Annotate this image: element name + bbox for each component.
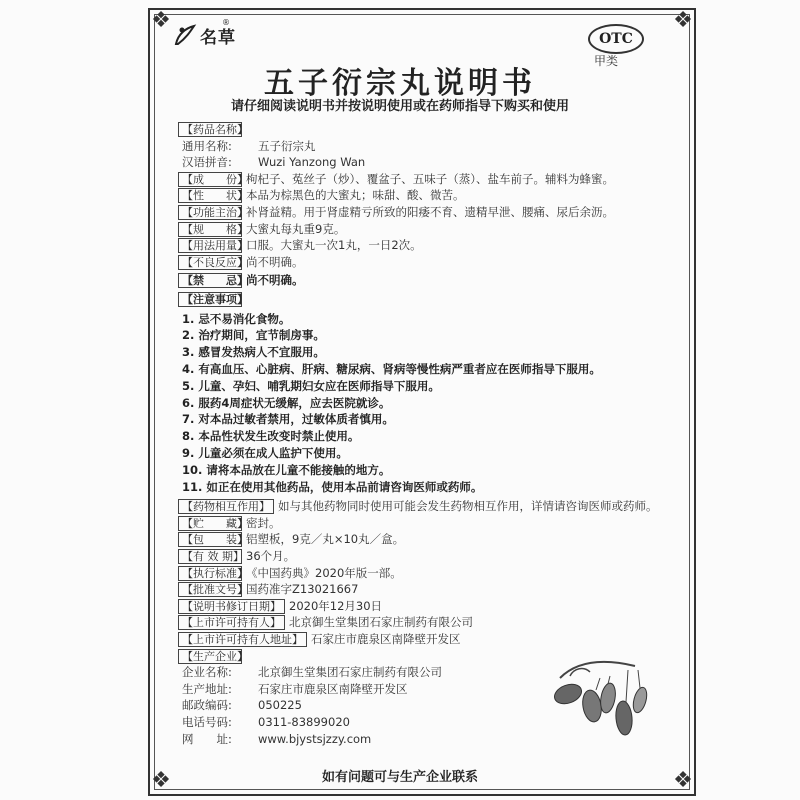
field-storage (178, 515, 678, 532)
section-drug-name (178, 121, 678, 138)
field-value: Wuzi Yanzong Wan (258, 155, 366, 170)
field-specification (178, 221, 678, 238)
field-value: 如与其他药物同时使用可能会发生药物相互作用，详情请咨询医师或药师。 (278, 499, 658, 514)
precaution-item: 11. 如正在使用其他药品，使用本品前请咨询医师或药师。 (182, 479, 483, 494)
field-label: 【上市许可持有人地址】 (178, 632, 307, 647)
field-value: 《中国药典》2020年版一部。 (246, 565, 402, 580)
field-indications (178, 204, 678, 221)
field-label: 【成 份】 (178, 172, 242, 187)
field-label: 邮政编码: (182, 698, 232, 713)
field-standard (178, 565, 678, 582)
section-label: 【注意事项】 (178, 292, 242, 307)
registered-mark: ® (222, 18, 230, 27)
field-dosage (178, 237, 678, 254)
precaution-item: 4. 有高血压、心脏病、肝病、糖尿病、肾病等慢性病严重者应在医师指导下服用。 (182, 361, 601, 376)
field-label: 【批准文号】 (178, 582, 242, 597)
precaution-item: 8. 本品性状发生改变时禁止使用。 (182, 429, 360, 444)
field-label: 汉语拼音: (182, 155, 232, 170)
field-value: 050225 (258, 698, 302, 713)
field-label: 生产地址: (182, 681, 232, 696)
field-value: 国药准字Z13021667 (246, 582, 359, 597)
field-label: 【执行标准】 (178, 566, 242, 581)
field-label: 【不良反应】 (178, 255, 242, 270)
field-value: 36个月。 (246, 549, 296, 564)
field-label: 【规 格】 (178, 222, 242, 237)
field-interactions (178, 498, 678, 515)
field-value: 铝塑板，9克／丸×10丸／盒。 (246, 532, 405, 547)
field-label: 通用名称: (182, 138, 232, 153)
field-label: 【药物相互作用】 (178, 499, 274, 514)
field-common-name (178, 138, 678, 155)
field-value: 密封。 (246, 515, 281, 530)
field-label: 【说明书修订日期】 (178, 599, 285, 614)
field-label: 【包 装】 (178, 532, 242, 547)
corner-ornament-icon: ❖ (673, 8, 693, 33)
precaution-item: 6. 服药4周症状无缓解，应去医院就诊。 (182, 395, 391, 410)
brand-logo (172, 20, 236, 50)
page-subtitle: 请仔细阅读说明书并按说明使用或在药师指导下购买和使用 (230, 99, 569, 114)
corner-ornament-icon: ❖ (673, 768, 693, 793)
otc-class: 甲类 (594, 54, 619, 68)
field-expiry (178, 548, 678, 565)
field-label: 【贮 藏】 (178, 516, 242, 531)
precaution-item: 10. 请将本品放在儿童不能接触的地方。 (182, 462, 391, 477)
precaution-item: 5. 儿童、孕妇、哺乳期妇女应在医师指导下服用。 (182, 378, 440, 393)
footer-contact-note: 如有问题可与生产企业联系 (321, 770, 478, 785)
field-value: 尚不明确。 (246, 273, 304, 288)
field-revision-date (178, 598, 678, 615)
field-license-holder (178, 614, 678, 631)
brand-name: 名草 (200, 27, 236, 48)
field-label: 【功能主治】 (178, 205, 242, 220)
field-value: 北京御生堂集团石家庄制药有限公司 (258, 665, 442, 680)
goji-berry-illustration-icon (540, 648, 660, 748)
field-packaging (178, 531, 678, 548)
section-label: 【药品名称】 (178, 122, 242, 137)
brand-leaf-icon (172, 22, 198, 48)
field-value: 口服。大蜜丸一次1丸，一日2次。 (246, 238, 422, 253)
field-value: 五子衍宗丸 (258, 138, 316, 153)
field-label: 【有 效 期】 (178, 549, 242, 564)
field-value: 大蜜丸每丸重9克。 (246, 221, 346, 236)
field-value: 尚不明确。 (246, 254, 304, 269)
corner-ornament-icon: ❖ (151, 8, 171, 33)
field-value: 枸杞子、菟丝子（炒）、覆盆子、五味子（蒸）、盐车前子。辅料为蜂蜜。 (246, 171, 614, 186)
field-value: 石家庄市鹿泉区南降壁开发区 (311, 632, 461, 647)
precaution-item: 7. 对本品过敏者禁用，过敏体质者慎用。 (182, 412, 394, 427)
section-label: 【生产企业】 (178, 649, 242, 664)
field-value: 北京御生堂集团石家庄制药有限公司 (289, 615, 473, 630)
section-precautions (178, 291, 678, 308)
corner-ornament-icon: ❖ (151, 768, 171, 793)
field-description (178, 187, 678, 204)
field-pinyin (178, 154, 678, 171)
field-label: 企业名称: (182, 665, 232, 680)
field-value: www.bjystsjzzy.com (258, 731, 372, 746)
field-label: 电话号码: (182, 715, 232, 730)
field-label: 网 址: (182, 731, 232, 746)
field-value: 补肾益精。用于肾虚精亏所致的阳痿不育、遗精早泄、腰痛、尿后余沥。 (246, 204, 614, 219)
precaution-item: 3. 感冒发热病人不宜服用。 (182, 345, 325, 360)
field-label: 【用法用量】 (178, 238, 242, 253)
field-adverse-reactions (178, 254, 678, 271)
otc-badge: OTC (588, 24, 644, 54)
precaution-item: 2. 治疗期间，宜节制房事。 (182, 328, 325, 343)
precautions-list (178, 311, 678, 496)
field-license-holder-address (178, 631, 678, 648)
field-value: 0311-83899020 (258, 715, 350, 730)
field-value: 石家庄市鹿泉区南降壁开发区 (258, 681, 408, 696)
field-label: 【禁 忌】 (178, 273, 242, 288)
field-approval-number (178, 581, 678, 598)
precaution-item: 9. 儿童必须在成人监护下使用。 (182, 445, 348, 460)
precaution-item: 1. 忌不易消化食物。 (182, 311, 291, 326)
field-value: 2020年12月30日 (289, 598, 383, 613)
field-label: 【上市许可持有人】 (178, 615, 285, 630)
page-title: 五子衍宗丸说明书 (264, 66, 536, 101)
field-value: 本品为棕黑色的大蜜丸；味甜、酸、微苦。 (246, 188, 465, 203)
field-contraindications (178, 272, 678, 289)
field-ingredients (178, 171, 678, 188)
field-label: 【性 状】 (178, 188, 242, 203)
